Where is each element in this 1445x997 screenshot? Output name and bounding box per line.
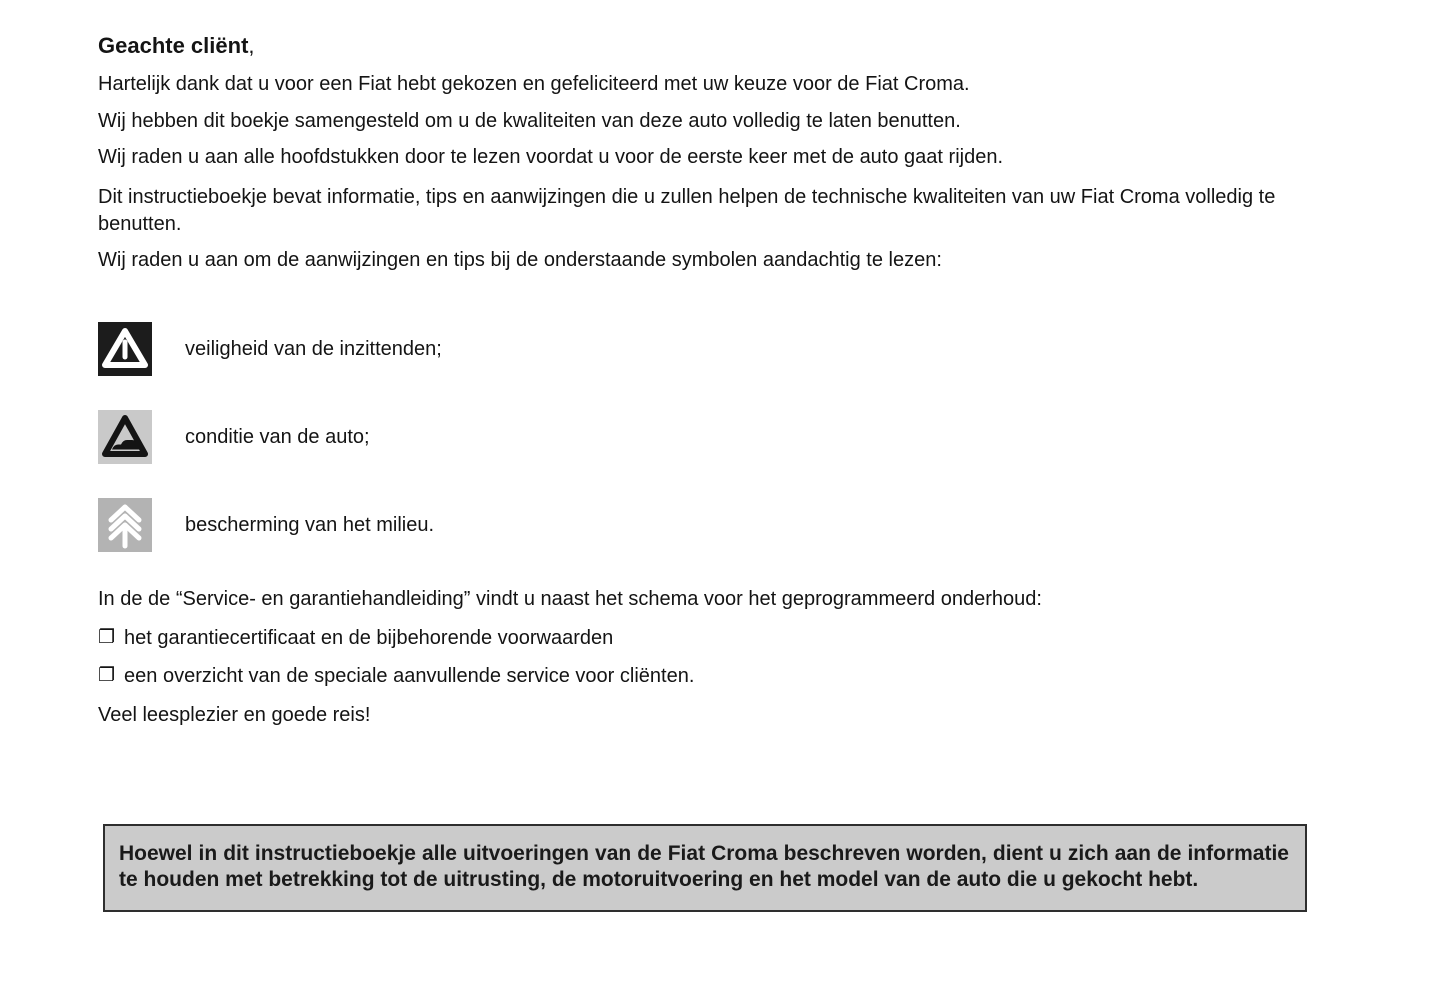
intro-paragraph: Dit instructieboekje bevat informatie, tips en aanwijzingen die u zullen helpen de technische kwaliteiten van uw Fiat Croma volledig te benutten. — [98, 186, 1276, 235]
symbol-row-environment — [98, 498, 1310, 552]
symbol-row-condition — [98, 410, 1310, 464]
intro-paragraph: Wij raden u aan alle hoofdstukken door te lezen voordat u voor de eerste keer met de auto gaat rijden. — [98, 146, 1003, 168]
intro-paragraph: Hartelijk dank dat u voor een Fiat hebt gekozen en gefeliciteerd met uw keuze voor de Fiat Croma. — [98, 73, 970, 95]
occupant-safety-warning-icon — [98, 322, 152, 376]
page-content — [98, 0, 1310, 912]
salutation — [98, 32, 1310, 59]
symbol-label: conditie van de auto; — [185, 425, 370, 448]
salutation-text: Geachte cliënt — [98, 33, 249, 58]
salutation-comma: , — [248, 33, 255, 58]
bullet-item-warranty — [98, 625, 1310, 652]
symbol-row-safety — [98, 322, 1310, 376]
service-guide-intro: In de de “Service- en garantiehandleiding” vindt u naast het schema voor het geprogrammeerd onderhoud: — [98, 588, 1042, 610]
checkbox-bullet-icon: ❐ — [98, 664, 116, 686]
bullet-text: het garantiecertificaat en de bijbehorende voorwaarden — [124, 627, 614, 649]
car-condition-warning-icon — [98, 410, 152, 464]
notice-text: Hoewel in dit instructieboekje alle uitvoeringen van de Fiat Croma beschreven worden, dient u zich aan de informatie te houden met betrekking tot de uitrusting, de motoruitvoering en het model van de auto die u gekocht hebt. — [119, 842, 1289, 891]
symbol-label: veiligheid van de inzittenden; — [185, 337, 442, 360]
bullet-text: een overzicht van de speciale aanvullende service voor cliënten. — [124, 665, 695, 687]
notice-box — [103, 824, 1307, 912]
closing-line: Veel leesplezier en goede reis! — [98, 704, 371, 726]
bullet-item-services — [98, 663, 1310, 690]
checkbox-bullet-icon: ❐ — [98, 626, 116, 648]
environment-protection-tree-icon — [98, 498, 152, 552]
symbol-label: bescherming van het milieu. — [185, 513, 435, 536]
symbols-intro-paragraph: Wij raden u aan om de aanwijzingen en tips bij de onderstaande symbolen aandachtig te lezen: — [98, 249, 942, 271]
intro-paragraph: Wij hebben dit boekje samengesteld om u de kwaliteiten van deze auto volledig te laten benutten. — [98, 110, 961, 132]
